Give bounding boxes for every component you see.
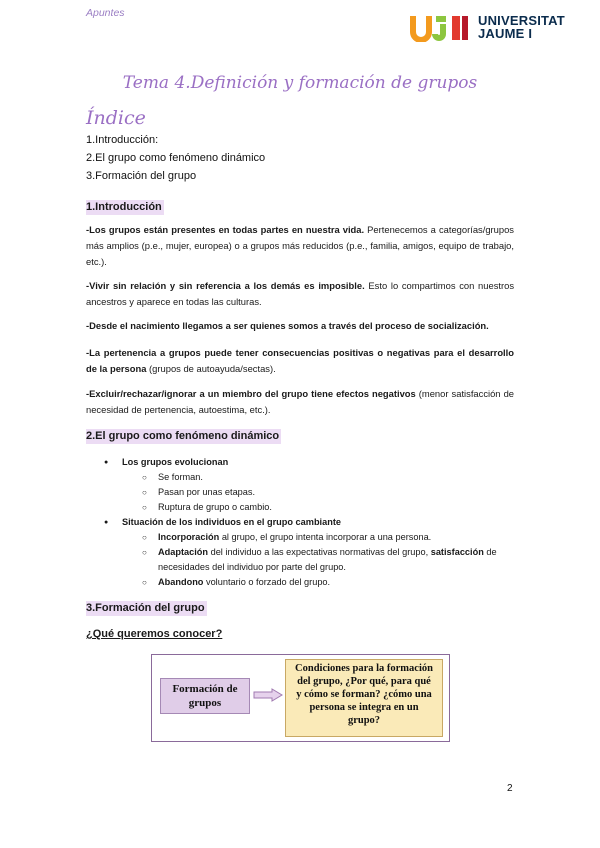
list-item: ○ Ruptura de grupo o cambio. [86,500,516,515]
index-heading: Índice [86,107,146,129]
paragraph-bold: -La pertenencia a grupos puede tener consecuencias positivas o negativas para el desarrollo de la persona [86,347,514,374]
page-number: 2 [507,783,513,794]
arrow-right-icon [253,688,283,702]
diagram-box-condiciones: Condiciones para la formación del grupo, ¿Por qué, para qué y cómo se forman? ¿cómo una persona se integra en un grupo? [285,659,443,737]
paragraph-bold: -Excluir/rechazar/ignorar a un miembro del grupo tiene efectos negativos [86,388,416,399]
paragraph [86,318,514,334]
paragraph-bold: -Desde el nacimiento llegamos a ser quienes somos a través del proceso de socialización. [86,320,489,331]
uji-logo-icon [408,14,470,42]
circle-bullet-icon: ○ [142,578,147,587]
paragraph-text: (grupos de autoayuda/sectas). [146,363,276,374]
subheading-question: ¿Qué queremos conocer? [86,628,223,640]
list-item: ○ Pasan por unas etapas. [86,485,516,500]
circle-bullet-icon: ○ [142,488,147,497]
list-item: ● Los grupos evolucionan [86,455,516,470]
logo-line2: JAUME I [478,26,533,41]
paragraph [86,278,514,310]
paragraph-bold: -Los grupos están presentes en todas partes en nuestra vida. [86,224,365,235]
circle-bullet-icon: ○ [142,473,147,482]
paragraph-text: Esto lo compartimos con nuestros ancestros y aparece en todas las culturas. [86,280,515,307]
university-logo [408,14,578,44]
list-item: ○ Se forman. [86,470,516,485]
logo-line1: UNIVERSITAT [478,13,565,28]
index-item[interactable]: 2.El grupo como fenómeno dinámico [86,152,266,164]
paragraph-text: (menor satisfacción de necesidad de pertenencia, autoestima, etc.). [86,388,515,415]
paragraph-text: Pertenecemos a categorías/grupos más amplios (p.e., mujer, europea) o a grupos más reducidos (p.e., familia, amigos, equipo de trabajo, etc.). [86,224,514,267]
section-heading-formacion: 3.Formación del grupo [86,602,205,614]
formation-diagram [151,654,450,742]
section-heading-introduccion: 1.Introducción [86,201,162,213]
paragraph [86,222,514,270]
circle-bullet-icon: ○ [142,548,147,557]
list-item: ○ Abandono voluntario o forzado del grupo. [86,575,516,590]
paragraph-bold: -Vivir sin relación y sin referencia a los demás es imposible. [86,280,365,291]
paragraph [86,386,514,418]
index-item[interactable]: 3.Formación del grupo [86,170,197,182]
index-list [86,131,265,185]
bullet-list [86,455,516,590]
circle-bullet-icon: ○ [142,503,147,512]
diagram-box-formacion: Formación de grupos [160,678,250,714]
list-item: ○ Adaptación del individuo a las expectativas normativas del grupo, satisfacción de necesidades del individuo por parte del grupo. [142,547,497,572]
circle-bullet-icon: ○ [142,533,147,542]
header-note: Apuntes [86,7,125,19]
list-item: ● Situación de los individuos en el grupo cambiante [86,515,516,530]
index-item[interactable]: 1.Introducción: [86,134,159,146]
page-title: Tema 4.Definición y formación de grupos [122,73,478,93]
list-item: ○ Incorporación al grupo, el grupo intenta incorporar a una persona. [86,530,516,545]
paragraph [86,345,514,377]
section-heading-grupo-dinamico: 2.El grupo como fenómeno dinámico [86,430,280,442]
